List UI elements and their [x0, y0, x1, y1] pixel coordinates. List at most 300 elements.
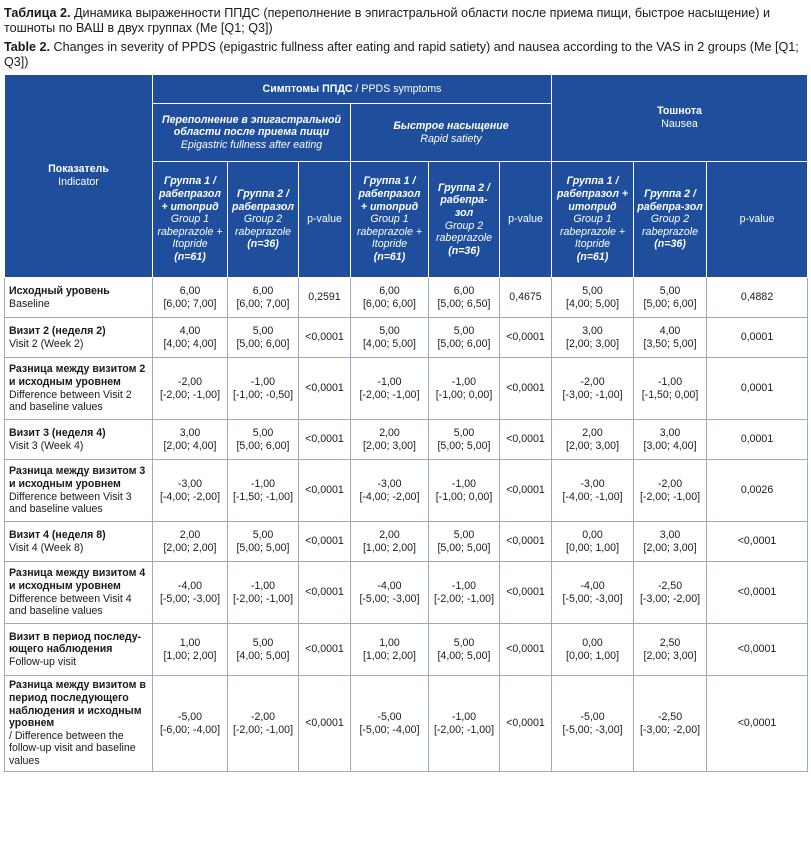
value-cell	[429, 460, 500, 522]
median-value: 5,00	[453, 528, 475, 541]
median-value: -1,00	[250, 477, 276, 490]
iqr-value: [-2,00; -1,00]	[433, 723, 495, 736]
median-value: -2,50	[657, 710, 683, 723]
value-cell	[228, 318, 299, 358]
median-value: 5,00	[252, 636, 274, 649]
value-cell	[153, 278, 228, 318]
value-cell	[552, 420, 634, 460]
pvalue-cell	[299, 624, 351, 676]
iqr-value: [2,00; 3,00]	[566, 439, 620, 452]
value-cell	[634, 278, 707, 318]
value-cell	[351, 460, 429, 522]
value-cell	[552, 676, 634, 772]
indicator-ru: Разница между визитом 4 и исходным уровнем	[9, 567, 146, 592]
iqr-value: [5,00; 6,00]	[236, 337, 290, 350]
median-value: -4,00	[377, 579, 402, 592]
median-value: 6,00	[453, 284, 475, 297]
iqr-value: [5,00; 6,00]	[236, 439, 290, 452]
value-cell	[634, 624, 707, 676]
pvalue: 0,4675	[509, 291, 542, 304]
pvalue: <0,0001	[305, 586, 344, 599]
group2-header-ru: Группа 2 / рабепразол	[232, 188, 294, 213]
pvalue: <0,0001	[305, 484, 344, 497]
ppds-header-en: / PPDS symptoms	[352, 82, 442, 95]
pvalue-cell	[299, 562, 351, 624]
value-cell	[153, 676, 228, 772]
value-cell	[634, 420, 707, 460]
iqr-value: [-4,00; -2,00]	[159, 490, 221, 503]
iqr-value: [-3,00; -2,00]	[639, 592, 701, 605]
iqr-value: [5,00; 5,00]	[437, 541, 491, 554]
group1-nausea-header	[552, 162, 634, 278]
value-cell	[228, 278, 299, 318]
group2-header-n: (n=36)	[247, 238, 279, 251]
value-cell	[552, 522, 634, 562]
median-value: 3,00	[179, 426, 201, 439]
pvalue: 0,0001	[740, 331, 774, 344]
indicator-en: Difference between Visit 3 and baseline values	[9, 490, 132, 516]
value-cell	[429, 318, 500, 358]
pvalue: <0,0001	[305, 331, 344, 344]
median-value: 3,00	[582, 324, 603, 337]
value-cell	[552, 318, 634, 358]
iqr-value: [4,00; 5,00]	[362, 337, 416, 350]
pvalue-cell	[299, 420, 351, 460]
value-cell	[429, 278, 500, 318]
pvalue-nausea-header: p-value	[707, 162, 808, 278]
iqr-value: [-2,00; -1,00]	[232, 592, 294, 605]
pvalue-cell	[299, 278, 351, 318]
table-row	[5, 624, 808, 676]
iqr-value: [-1,00; 0,00]	[435, 490, 493, 503]
indicator-cell	[5, 358, 153, 420]
median-value: 2,00	[179, 528, 201, 541]
iqr-value: [2,00; 3,00]	[362, 439, 416, 452]
fullness-header-en: Epigastric fullness after eating	[180, 138, 323, 151]
pvalue-cell	[500, 676, 552, 772]
median-value: 6,00	[179, 284, 201, 297]
value-cell	[153, 318, 228, 358]
indicator-en: Difference between Visit 4 and baseline values	[9, 592, 132, 618]
indicator-ru: Визит 3 (неделя 4)	[9, 426, 106, 439]
pvalue: <0,0001	[305, 717, 344, 730]
table-row	[5, 676, 808, 772]
pvalue-cell	[500, 420, 552, 460]
pvalue: <0,0001	[737, 717, 777, 730]
pvalue: <0,0001	[506, 643, 545, 656]
median-value: -1,00	[451, 579, 477, 592]
group2-header-ru: Группа 2 / рабепра-зол	[438, 181, 490, 219]
caption-en-text: Changes in severity of PPDS (epigastric fullness after eating and rapid satiety) and nausea according to the VAS in 2 groups (Me [Q1; Q3])	[4, 40, 799, 69]
median-value: -5,00	[377, 710, 402, 723]
iqr-value: [2,00; 3,00]	[566, 337, 620, 350]
group1-header-n: (n=61)	[174, 250, 206, 263]
median-value: -1,00	[451, 710, 477, 723]
pvalue: <0,0001	[737, 535, 777, 548]
iqr-value: [-2,00; -1,00]	[639, 490, 701, 503]
iqr-value: [5,00; 6,00]	[437, 337, 491, 350]
pvalue-cell	[707, 420, 808, 460]
iqr-value: [5,00; 5,00]	[236, 541, 290, 554]
indicator-ru: Разница между визитом 2 и исходным уровнем	[9, 363, 146, 388]
table-row	[5, 460, 808, 522]
value-cell	[228, 562, 299, 624]
nausea-header-en: Nausea	[661, 118, 698, 130]
value-cell	[351, 522, 429, 562]
median-value: 6,00	[379, 284, 400, 297]
value-cell	[634, 460, 707, 522]
iqr-value: [-2,00; -1,00]	[159, 388, 221, 401]
value-cell	[634, 562, 707, 624]
pvalue-cell	[500, 318, 552, 358]
pvalue-cell	[707, 522, 808, 562]
value-cell	[228, 624, 299, 676]
iqr-value: [4,00; 5,00]	[437, 649, 491, 662]
pvalue-cell	[707, 562, 808, 624]
iqr-value: [-1,00; -0,50]	[232, 388, 294, 401]
median-value: 1,00	[379, 636, 400, 649]
value-cell	[228, 522, 299, 562]
value-cell	[153, 624, 228, 676]
value-cell	[429, 420, 500, 460]
value-cell	[228, 460, 299, 522]
value-cell	[153, 522, 228, 562]
iqr-value: [-2,00; -1,00]	[359, 388, 420, 401]
median-value: -1,00	[451, 375, 477, 388]
median-value: -4,00	[580, 579, 605, 592]
group2-header-en: Group 2 rabeprazole	[436, 219, 492, 245]
pvalue-cell	[500, 562, 552, 624]
group1-satiety-header	[351, 162, 429, 278]
iqr-value: [6,00; 7,00]	[163, 297, 217, 310]
median-value: 5,00	[453, 324, 475, 337]
group2-nausea-header	[634, 162, 707, 278]
group1-header-ru: Группа 1 / рабепразол + итоприд	[556, 175, 629, 213]
indicator-cell	[5, 460, 153, 522]
pvalue-cell	[299, 522, 351, 562]
median-value: 2,50	[659, 636, 681, 649]
pvalue: 0,2591	[308, 291, 341, 304]
pvalue: <0,0001	[305, 433, 344, 446]
value-cell	[228, 676, 299, 772]
indicator-header-ru: Показатель	[48, 163, 109, 176]
median-value: -3,00	[377, 477, 402, 490]
value-cell	[552, 624, 634, 676]
satiety-header	[351, 104, 552, 162]
iqr-value: [5,00; 6,00]	[643, 297, 697, 310]
fullness-header-ru: Переполнение в эпигастральной области после приема пищи	[162, 113, 341, 139]
value-cell	[429, 562, 500, 624]
satiety-header-ru: Быстрое насыщение	[393, 119, 509, 132]
value-cell	[552, 460, 634, 522]
ppds-header	[153, 75, 552, 104]
group2-header-n: (n=36)	[448, 244, 480, 257]
median-value: 4,00	[659, 324, 681, 337]
pvalue-cell	[299, 318, 351, 358]
pvalue: <0,0001	[506, 586, 545, 599]
iqr-value: [6,00; 7,00]	[236, 297, 290, 310]
caption-ru	[4, 6, 807, 36]
iqr-value: [5,00; 6,50]	[437, 297, 491, 310]
indicator-cell	[5, 522, 153, 562]
indicator-cell	[5, 624, 153, 676]
iqr-value: [0,00; 1,00]	[566, 649, 620, 662]
median-value: 1,00	[179, 636, 201, 649]
group1-header-en: Group 1 rabeprazole + Itopride	[559, 213, 626, 251]
value-cell	[634, 522, 707, 562]
median-value: -3,00	[177, 477, 203, 490]
indicator-cell	[5, 278, 153, 318]
median-value: 2,00	[379, 528, 400, 541]
results-table	[4, 74, 808, 772]
indicator-header-en: Indicator	[58, 176, 99, 188]
iqr-value: [3,00; 4,00]	[643, 439, 697, 452]
indicator-en: / Difference between the follow-up visit and baseline values	[9, 729, 136, 767]
median-value: -1,00	[250, 579, 276, 592]
value-cell	[351, 562, 429, 624]
pvalue: <0,0001	[506, 433, 545, 446]
pvalue-cell	[299, 676, 351, 772]
iqr-value: [-1,50; 0,00]	[641, 388, 699, 401]
indicator-cell	[5, 676, 153, 772]
indicator-header	[5, 75, 153, 278]
value-cell	[429, 358, 500, 420]
table-row	[5, 420, 808, 460]
table-row	[5, 358, 808, 420]
group1-header-n: (n=61)	[373, 250, 406, 263]
value-cell	[228, 358, 299, 420]
table-body	[5, 278, 808, 772]
median-value: -4,00	[177, 579, 203, 592]
group2-header-ru: Группа 2 / рабепра-зол	[637, 188, 703, 213]
iqr-value: [2,00; 3,00]	[643, 541, 697, 554]
pvalue: <0,0001	[506, 331, 545, 344]
iqr-value: [-3,00; -2,00]	[639, 723, 701, 736]
indicator-ru: Визит 4 (неделя 8)	[9, 528, 106, 541]
iqr-value: [1,00; 2,00]	[362, 541, 416, 554]
iqr-value: [2,00; 2,00]	[163, 541, 217, 554]
median-value: 6,00	[252, 284, 274, 297]
iqr-value: [-1,50; -1,00]	[232, 490, 294, 503]
median-value: 5,00	[659, 284, 681, 297]
pvalue-cell	[707, 624, 808, 676]
value-cell	[351, 624, 429, 676]
pvalue: <0,0001	[737, 643, 777, 656]
pvalue: <0,0001	[305, 382, 344, 395]
table-row	[5, 522, 808, 562]
value-cell	[429, 522, 500, 562]
indicator-ru: Исходный уровень	[9, 284, 110, 297]
median-value: -2,00	[657, 477, 683, 490]
median-value: -1,00	[250, 375, 276, 388]
median-value: 5,00	[252, 426, 274, 439]
group1-header-n: (n=61)	[576, 250, 609, 263]
group2-fullness-header	[228, 162, 299, 278]
value-cell	[153, 460, 228, 522]
indicator-en: Baseline	[9, 297, 50, 310]
ppds-header-ru: Симптомы ППДС	[262, 82, 353, 95]
pvalue-cell	[299, 358, 351, 420]
median-value: -3,00	[580, 477, 605, 490]
value-cell	[351, 318, 429, 358]
value-cell	[429, 676, 500, 772]
group2-header-en: Group 2 rabeprazole	[235, 213, 291, 238]
indicator-ru: Разница между визитом 3 и исходным уровнем	[9, 465, 146, 490]
indicator-ru: Разница между визитом в период последующего наблюдения и исходным уровнем	[9, 679, 146, 730]
pvalue-cell	[500, 278, 552, 318]
median-value: -2,00	[250, 710, 276, 723]
indicator-cell	[5, 562, 153, 624]
value-cell	[351, 278, 429, 318]
median-value: -5,00	[177, 710, 203, 723]
pvalue: 0,4882	[740, 291, 774, 304]
caption-en-label: Table 2.	[4, 40, 50, 54]
pvalue-cell	[500, 460, 552, 522]
iqr-value: [1,00; 2,00]	[362, 649, 416, 662]
pvalue-satiety-header: p-value	[500, 162, 552, 278]
value-cell	[552, 358, 634, 420]
pvalue: <0,0001	[305, 643, 344, 656]
iqr-value: [-1,00; 0,00]	[435, 388, 493, 401]
iqr-value: [5,00; 5,00]	[437, 439, 491, 452]
median-value: 5,00	[252, 528, 274, 541]
group1-header-en: Group 1 rabeprazole + Itopride	[157, 213, 223, 251]
value-cell	[153, 358, 228, 420]
iqr-value: [-4,00; -2,00]	[359, 490, 420, 503]
value-cell	[634, 676, 707, 772]
indicator-en: Follow-up visit	[9, 655, 77, 668]
value-cell	[153, 562, 228, 624]
indicator-ru: Визит 2 (неделя 2)	[9, 324, 106, 337]
table-row	[5, 278, 808, 318]
pvalue: <0,0001	[737, 586, 777, 599]
group1-header-ru: Группа 1 / рабепразол + итоприд	[358, 175, 421, 213]
value-cell	[634, 318, 707, 358]
caption-ru-label: Таблица 2.	[4, 6, 71, 20]
median-value: 0,00	[582, 636, 603, 649]
median-value: -1,00	[377, 375, 402, 388]
pvalue-fullness-header: p-value	[299, 162, 351, 278]
value-cell	[351, 358, 429, 420]
median-value: 5,00	[453, 426, 475, 439]
nausea-header	[552, 75, 808, 162]
pvalue-cell	[299, 460, 351, 522]
group2-header-en: Group 2 rabeprazole	[642, 213, 698, 238]
iqr-value: [4,00; 5,00]	[566, 297, 620, 310]
iqr-value: [2,00; 3,00]	[643, 649, 697, 662]
pvalue-cell	[500, 522, 552, 562]
iqr-value: [-2,00; -1,00]	[433, 592, 495, 605]
pvalue: 0,0026	[740, 484, 774, 497]
median-value: -1,00	[451, 477, 477, 490]
median-value: 5,00	[582, 284, 603, 297]
caption-en	[4, 40, 807, 70]
median-value: -1,00	[657, 375, 683, 388]
group1-header-en: Group 1 rabeprazole + Itopride	[356, 213, 423, 251]
iqr-value: [3,50; 5,00]	[643, 337, 697, 350]
value-cell	[351, 676, 429, 772]
iqr-value: [2,00; 4,00]	[163, 439, 217, 452]
group1-fullness-header	[153, 162, 228, 278]
table-row	[5, 318, 808, 358]
caption-ru-text: Динамика выраженности ППДС (переполнение в эпигастральной области после приема пищи, быстрое насыщение) и тошноты по ВАШ в двух группах (Me [Q1; Q3])	[4, 6, 770, 35]
iqr-value: [6,00; 6,00]	[362, 297, 416, 310]
iqr-value: [-5,00; -3,00]	[562, 723, 623, 736]
group2-satiety-header	[429, 162, 500, 278]
iqr-value: [4,00; 4,00]	[163, 337, 217, 350]
table-row	[5, 562, 808, 624]
median-value: 3,00	[659, 528, 681, 541]
median-value: 0,00	[582, 528, 603, 541]
pvalue: <0,0001	[506, 484, 545, 497]
iqr-value: [-2,00; -1,00]	[232, 723, 294, 736]
value-cell	[634, 358, 707, 420]
pvalue: 0,0001	[740, 433, 774, 446]
group2-header-n: (n=36)	[654, 238, 686, 251]
pvalue: <0,0001	[305, 535, 344, 548]
median-value: -2,00	[177, 375, 203, 388]
indicator-en: Visit 3 (Week 4)	[9, 439, 84, 452]
satiety-header-en: Rapid satiety	[420, 132, 482, 145]
median-value: 5,00	[252, 324, 274, 337]
value-cell	[552, 562, 634, 624]
pvalue-cell	[707, 278, 808, 318]
median-value: 2,00	[582, 426, 603, 439]
iqr-value: [-5,00; -3,00]	[562, 592, 623, 605]
median-value: 4,00	[179, 324, 201, 337]
median-value: 3,00	[659, 426, 681, 439]
median-value: 5,00	[379, 324, 400, 337]
group1-header-ru: Группа 1 / рабепразол + итоприд	[159, 175, 221, 213]
fullness-header	[153, 104, 351, 162]
nausea-header-ru: Тошнота	[657, 105, 702, 118]
median-value: 2,00	[379, 426, 400, 439]
indicator-cell	[5, 318, 153, 358]
pvalue: <0,0001	[506, 382, 545, 395]
indicator-en: Visit 4 (Week 8)	[9, 541, 84, 554]
pvalue: <0,0001	[506, 535, 545, 548]
indicator-cell	[5, 420, 153, 460]
pvalue-cell	[500, 624, 552, 676]
value-cell	[552, 278, 634, 318]
pvalue-cell	[707, 358, 808, 420]
pvalue: 0,0001	[740, 382, 774, 395]
iqr-value: [-5,00; -4,00]	[359, 723, 420, 736]
value-cell	[351, 420, 429, 460]
pvalue-cell	[707, 318, 808, 358]
iqr-value: [-3,00; -1,00]	[562, 388, 623, 401]
iqr-value: [-5,00; -3,00]	[159, 592, 221, 605]
pvalue: <0,0001	[506, 717, 545, 730]
pvalue-cell	[707, 460, 808, 522]
value-cell	[228, 420, 299, 460]
indicator-en: Visit 2 (Week 2)	[9, 337, 84, 350]
median-value: -2,50	[657, 579, 683, 592]
pvalue-cell	[707, 676, 808, 772]
value-cell	[153, 420, 228, 460]
iqr-value: [4,00; 5,00]	[236, 649, 290, 662]
indicator-en: Difference between Visit 2 and baseline values	[9, 388, 132, 414]
median-value: -2,00	[580, 375, 605, 388]
iqr-value: [-6,00; -4,00]	[159, 723, 221, 736]
iqr-value: [1,00; 2,00]	[163, 649, 217, 662]
pvalue-cell	[500, 358, 552, 420]
median-value: -5,00	[580, 710, 605, 723]
indicator-ru: Визит в период последу-ющего наблюдения	[9, 630, 142, 656]
value-cell	[429, 624, 500, 676]
iqr-value: [-5,00; -3,00]	[359, 592, 420, 605]
iqr-value: [0,00; 1,00]	[566, 541, 620, 554]
